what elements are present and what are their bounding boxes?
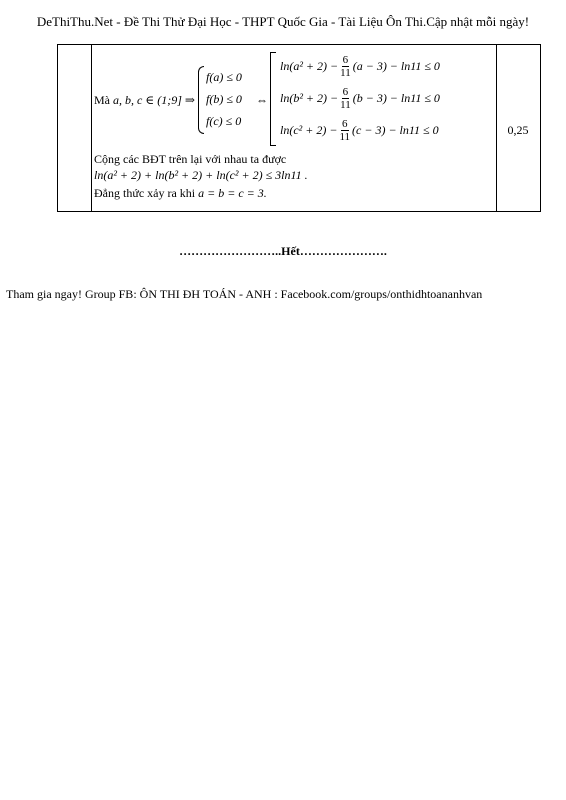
fraction-numerator: 6 bbox=[342, 53, 349, 66]
page-footer: Tham gia ngay! Group FB: ÔN THI ĐH TOÁN - ANH : Facebook.com/groups/onthidhtoananhvan bbox=[6, 287, 483, 301]
system-b-row bbox=[280, 50, 440, 82]
system-a-row: f(c) ≤ 0 bbox=[206, 114, 242, 128]
row-left: ln(a² + 2) − bbox=[280, 58, 339, 73]
row-left: ln(b² + 2) − bbox=[280, 90, 339, 105]
system-a-brace bbox=[198, 66, 204, 134]
ma-condition-line bbox=[94, 93, 195, 108]
end-marker: ……………………..Hết…………………. bbox=[179, 244, 387, 258]
system-a-row: f(b) ≤ 0 bbox=[206, 92, 242, 106]
row-right: (b − 3) − ln11 ≤ 0 bbox=[352, 90, 440, 105]
score-value: 0,25 bbox=[507, 123, 529, 137]
equality-line bbox=[94, 186, 267, 201]
fraction-denominator: 11 bbox=[339, 130, 351, 143]
fraction-numerator: 6 bbox=[342, 85, 349, 98]
equality-formula: a = b = c = 3. bbox=[198, 186, 267, 200]
system-b-row bbox=[280, 82, 440, 114]
system-b-row bbox=[280, 114, 440, 146]
row-left: ln(c² + 2) − bbox=[280, 122, 338, 137]
system-b-brace bbox=[270, 52, 276, 146]
sum-formula: ln(a² + 2) + ln(b² + 2) + ln(c² + 2) ≤ 3ln11 . bbox=[94, 168, 308, 182]
system-a-row: f(a) ≤ 0 bbox=[206, 70, 242, 84]
page-header: DeThiThu.Net - Đề Thi Thử Đại Học - THPT Quốc Gia - Tài Liệu Ôn Thi.Cập nhật mỗi ngày! bbox=[36, 14, 530, 29]
row-right: (a − 3) − ln11 ≤ 0 bbox=[352, 58, 440, 73]
fraction-denominator: 11 bbox=[340, 98, 351, 111]
sum-text: Cộng các BĐT trên lại với nhau ta được bbox=[94, 152, 287, 166]
fraction bbox=[340, 86, 351, 111]
fraction-numerator: 6 bbox=[342, 117, 348, 130]
system-a bbox=[206, 66, 242, 132]
ma-condition: a, b, c ∈ (1;9] ⇒ bbox=[113, 93, 195, 107]
row-right: (c − 3) − ln11 ≤ 0 bbox=[352, 122, 439, 137]
table-index-column bbox=[58, 45, 92, 211]
fraction bbox=[339, 118, 350, 143]
fraction-denominator: 11 bbox=[340, 66, 351, 79]
equality-prefix: Đẳng thức xảy ra khi bbox=[94, 186, 196, 200]
system-b bbox=[280, 50, 440, 146]
ma-prefix: Mà bbox=[94, 93, 110, 107]
iff-symbol: ⇔ bbox=[256, 93, 268, 107]
fraction bbox=[340, 54, 351, 79]
